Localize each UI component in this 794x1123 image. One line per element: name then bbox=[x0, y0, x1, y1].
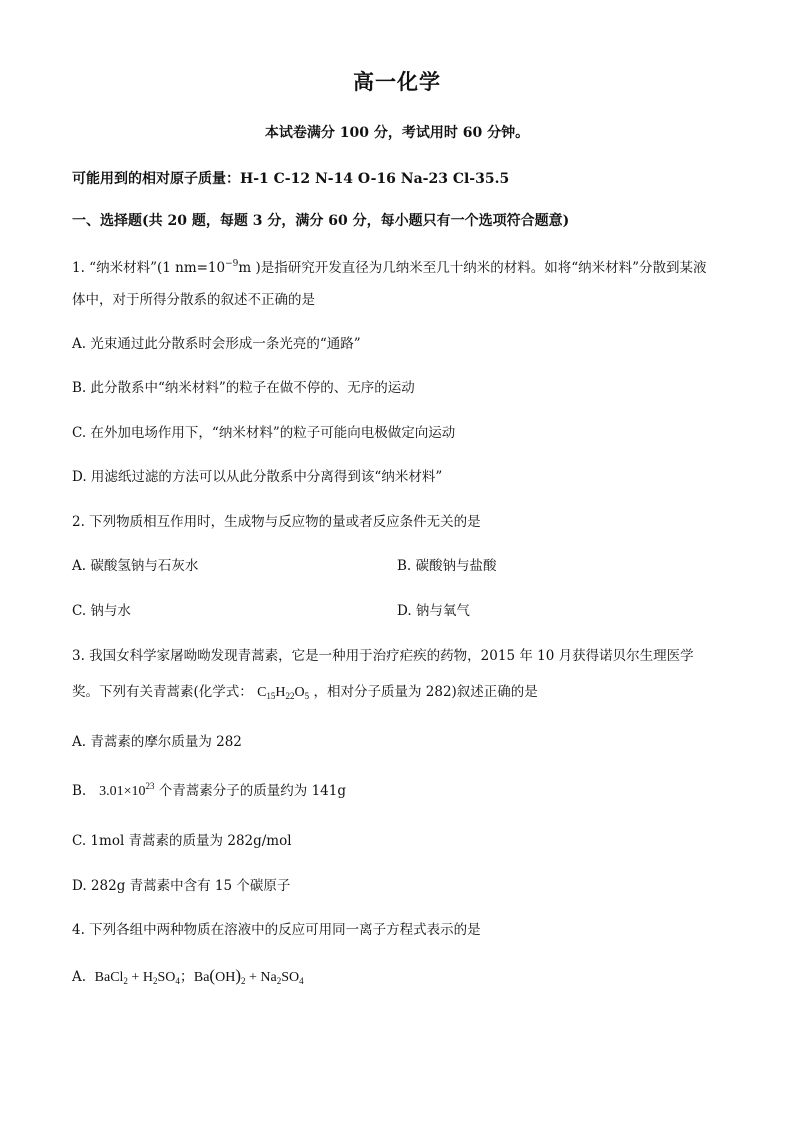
q3-option-d: D. 282g 青蒿素中含有 15 个碳原子 bbox=[72, 878, 291, 894]
f-h-sub: 2 bbox=[152, 976, 158, 986]
exam-info: 本试卷满分 100 分，考试用时 60 分钟。 bbox=[264, 125, 530, 141]
q2-option-b: B. 碳酸钠与盐酸 bbox=[397, 558, 497, 574]
q3-option-a: A. 青蒿素的摩尔质量为 282 bbox=[72, 734, 242, 750]
q3-text-b: ，相对分子质量为 282)叙述正确的是 bbox=[313, 684, 538, 700]
question-3-line-2 bbox=[72, 680, 538, 701]
f-so-sub: 4 bbox=[175, 976, 180, 986]
f-oh-sub: 2 bbox=[241, 976, 246, 986]
f-h: H bbox=[142, 970, 153, 985]
formula-o: O bbox=[294, 685, 305, 700]
f-oh: OH bbox=[215, 970, 236, 985]
formula-c-sub: 15 bbox=[266, 691, 276, 701]
f-bacl-sub: 2 bbox=[123, 976, 128, 986]
q1-option-d: D. 用滤纸过滤的方法可以从此分散系中分离得到该“纳米材料” bbox=[72, 469, 443, 485]
q3-b-label: B. bbox=[72, 783, 87, 799]
q1-option-c: C. 在外加电场作用下，“纳米材料”的粒子可能向电极做定向运动 bbox=[72, 425, 456, 441]
q2-option-c: C. 钠与水 bbox=[72, 603, 131, 619]
q3-b-mantissa: 3.01×10 bbox=[99, 784, 146, 799]
q3-b-text: 个青蒿素分子的质量约为 141g bbox=[158, 783, 346, 799]
q4-a-equation bbox=[94, 966, 304, 986]
artemisinin-formula bbox=[257, 685, 309, 700]
atomic-mass-line: 可能用到的相对原子质量：H-1 C-12 N-14 O-16 Na-23 Cl-35.5 bbox=[72, 171, 510, 187]
q1-exponent: −9 bbox=[225, 259, 239, 269]
plus-2: + bbox=[249, 970, 257, 985]
question-2-stem: 2. 下列物质相互作用时，生成物与反应物的量或者反应条件无关的是 bbox=[72, 514, 481, 530]
separator: ； bbox=[179, 970, 194, 985]
question-4-stem: 4. 下列各组中两种物质在溶液中的反应可用同一离子方程式表示的是 bbox=[72, 922, 481, 938]
f-ba: Ba bbox=[193, 970, 210, 985]
question-3-line-1: 3. 我国女科学家屠呦呦发现青蒿素，它是一种用于治疗疟疾的药物，2015 年 10 月获得诺贝尔生理医学 bbox=[72, 648, 694, 664]
f-so-2: SO bbox=[281, 970, 300, 985]
q1-text-a: 1. “纳米材料”(1 nm=10 bbox=[72, 260, 226, 276]
q3-option-c: C. 1mol 青蒿素的质量为 282g/mol bbox=[72, 833, 292, 849]
page-title: 高一化学 bbox=[353, 69, 441, 94]
right-paren: ) bbox=[235, 966, 241, 985]
f-na: Na bbox=[260, 970, 277, 985]
f-so: SO bbox=[157, 970, 176, 985]
f-na-sub: 2 bbox=[276, 976, 282, 986]
plus-1: + bbox=[131, 970, 140, 985]
f-bacl: BaCl bbox=[94, 970, 124, 985]
q3-text-a: 奖。下列有关青蒿素(化学式： bbox=[72, 684, 253, 700]
q2-option-a: A. 碳酸氢钠与石灰水 bbox=[72, 558, 199, 574]
formula-o-sub: 5 bbox=[304, 691, 310, 701]
formula-h-sub: 22 bbox=[285, 691, 295, 701]
q1-option-b: B. 此分散系中“纳米材料”的粒子在做不停的、无序的运动 bbox=[72, 380, 415, 396]
q4-a-label: A. bbox=[72, 969, 87, 985]
left-paren: ( bbox=[209, 966, 216, 985]
question-1-line-2: 体中，对于所得分散系的叙述不正确的是 bbox=[72, 292, 315, 308]
q1-text-b: m )是指研究开发直径为几纳米至几十纳米的材料。如将“纳米材料”分散到某液 bbox=[238, 260, 707, 276]
f-so-2-sub: 4 bbox=[299, 976, 304, 986]
question-1-line-1 bbox=[72, 256, 707, 276]
formula-c: C bbox=[257, 685, 267, 700]
q3-b-number bbox=[99, 781, 155, 799]
section-heading: 一、选择题(共 20 题，每题 3 分，满分 60 分，每小题只有一个选项符合题意) bbox=[72, 213, 570, 229]
formula-h: H bbox=[275, 685, 286, 700]
q3-b-exponent: 23 bbox=[145, 781, 155, 791]
q2-option-d: D. 钠与氧气 bbox=[397, 603, 470, 619]
q3-option-b bbox=[72, 779, 346, 800]
q1-option-a: A. 光束通过此分散系时会形成一条光亮的“通路” bbox=[72, 336, 361, 352]
q4-option-a bbox=[72, 966, 304, 986]
